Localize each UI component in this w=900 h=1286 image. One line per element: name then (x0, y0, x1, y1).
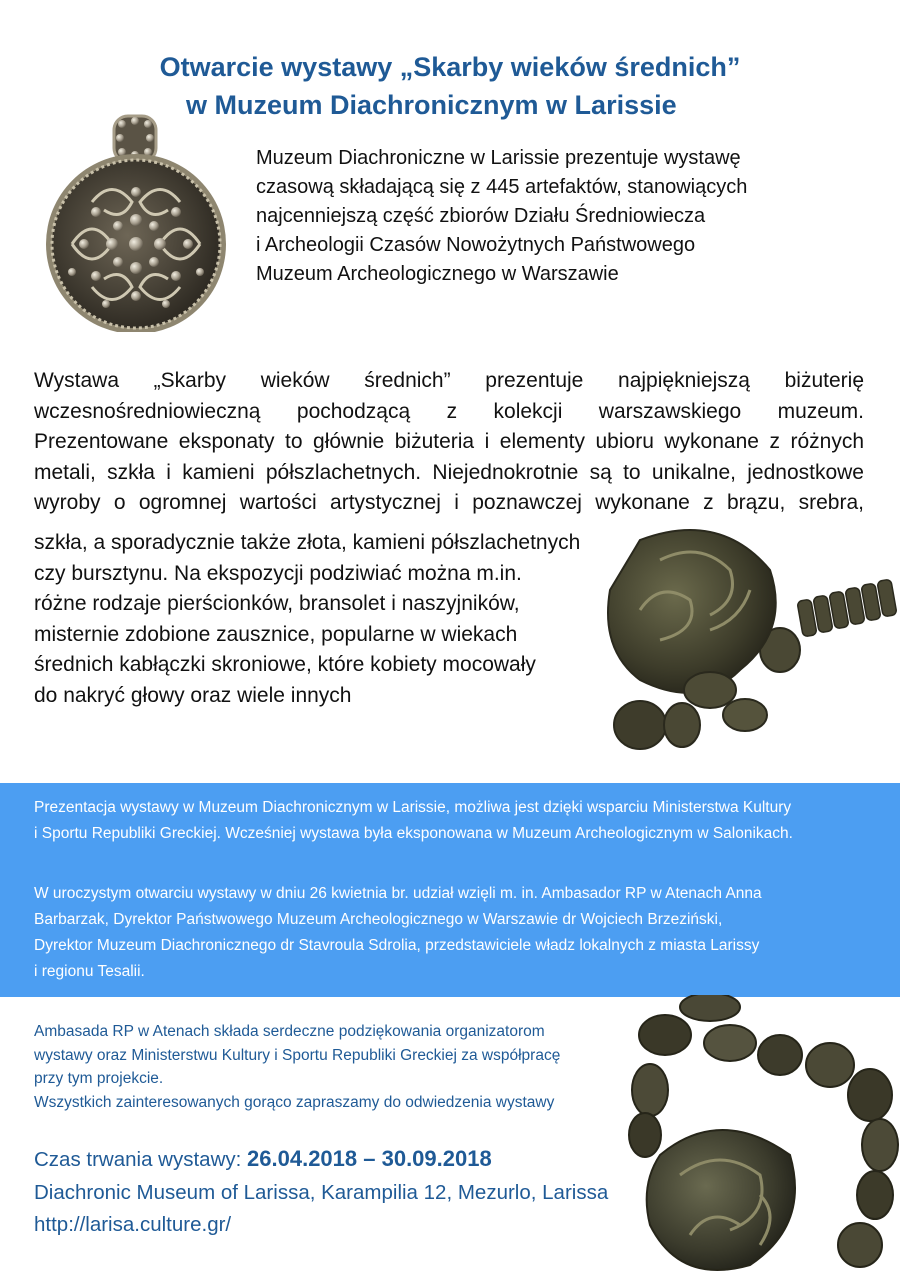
description-line: wyroby o ogromnej wartości artystycznej i poznawczej wykonane z brązu, srebra, (34, 491, 864, 515)
thanks-line: Ambasada RP w Atenach składa serdeczne podziękowania organizatorom (34, 1023, 545, 1040)
description-line: misternie zdobione zausznice, popularne w wiekach (34, 622, 518, 646)
title-line-1: Otwarcie wystawy „Skarby wieków średnich” (159, 52, 741, 82)
description-line: metali, szkła i kamieni półszlachetnych. Niejednokrotnie są to unikalne, jednostkowe (34, 460, 864, 484)
description-line: czy bursztynu. Na ekspozycji podziwiać można m.in. (34, 561, 522, 585)
pendant-image (32, 112, 242, 332)
description-line: średnich kabłączki skroniowe, które kobiety mocowały (34, 653, 536, 677)
description-line: Prezentowane eksponaty to głównie biżuteria i elementy ubioru wykonane z różnych (34, 430, 864, 454)
intro-line: i Archeologii Czasów Nowożytnych Państwowego (256, 234, 696, 256)
band-line: i Sportu Republiki Greckiej. Wcześniej wystawa była eksponowana w Muzeum Archeologicznym w Salonikach. (34, 825, 793, 842)
intro-line: czasową składającą się z 445 artefaktów, stanowiących (256, 176, 748, 198)
band-line: Prezentacja wystawy w Muzeum Diachronicznym w Larissie, możliwa jest dzięki wsparciu Ministerstwa Kultury (34, 799, 792, 816)
duration-label: Czas trwania wystawy: (34, 1148, 248, 1171)
intro-paragraph (256, 144, 856, 289)
description-line: wczesnośredniowieczną pochodzącą z kolekcji warszawskiego muzeum. (34, 399, 864, 423)
description-paragraph (34, 366, 864, 519)
intro-line: najcenniejszą część zbiorów Działu Średniowiecza (256, 205, 706, 227)
band-line: Barbarzak, Dyrektor Państwowego Muzeum Archeologicznego w Warszawie dr Wojciech Brzeziński, (34, 911, 723, 928)
duration-dates: 26.04.2018 – 30.09.2018 (247, 1146, 492, 1171)
description-continued (34, 528, 634, 712)
info-band (0, 783, 900, 997)
thanks-paragraph (34, 1020, 674, 1114)
description-line: szkła, a sporadycznie także złota, kamieni półszlachetnych (34, 531, 581, 554)
website-link[interactable]: http://larisa.culture.gr/ (34, 1213, 232, 1236)
duration-line (34, 1143, 674, 1177)
necklace-pendant-image (600, 520, 900, 760)
description-line: do nakryć głowy oraz wiele innych (34, 683, 352, 707)
exhibition-info (34, 1143, 674, 1242)
intro-line: Muzeum Diachroniczne w Larissie prezentuje wystawę (256, 147, 741, 169)
address-line: Diachronic Museum of Larissa, Karampilia 12, Mezurlo, Larissa (34, 1180, 609, 1204)
band-line: i regionu Tesalii. (34, 963, 145, 980)
thanks-line: Wszystkich zainteresowanych gorąco zapraszamy do odwiedzenia wystawy (34, 1093, 555, 1111)
band-paragraph-2 (34, 881, 762, 985)
thanks-line: wystawy oraz Ministerstwu Kultury i Sportu Republiki Greckiej za współpracę (34, 1046, 561, 1064)
description-line: różne rodzaje pierścionków, bransolet i naszyjników, (34, 592, 520, 616)
intro-line: Muzeum Archeologicznego w Warszawie (256, 263, 619, 285)
band-line: Dyrektor Muzeum Diachronicznego dr Stavroula Sdrolia, przedstawiciele władz lokalnych z miasta Larissy (34, 937, 760, 954)
description-line: Wystawa „Skarby wieków średnich” prezentuje najpiękniejszą biżuterię (34, 369, 864, 392)
band-paragraph-1 (34, 795, 793, 847)
band-line: W uroczystym otwarciu wystawy w dniu 26 kwietnia br. udział wzięli m. in. Ambasador RP w Atenach Anna (34, 885, 762, 902)
thanks-line: przy tym projekcie. (34, 1070, 164, 1087)
title-line-2: w Muzeum Diachronicznym w Larissie (186, 90, 677, 120)
